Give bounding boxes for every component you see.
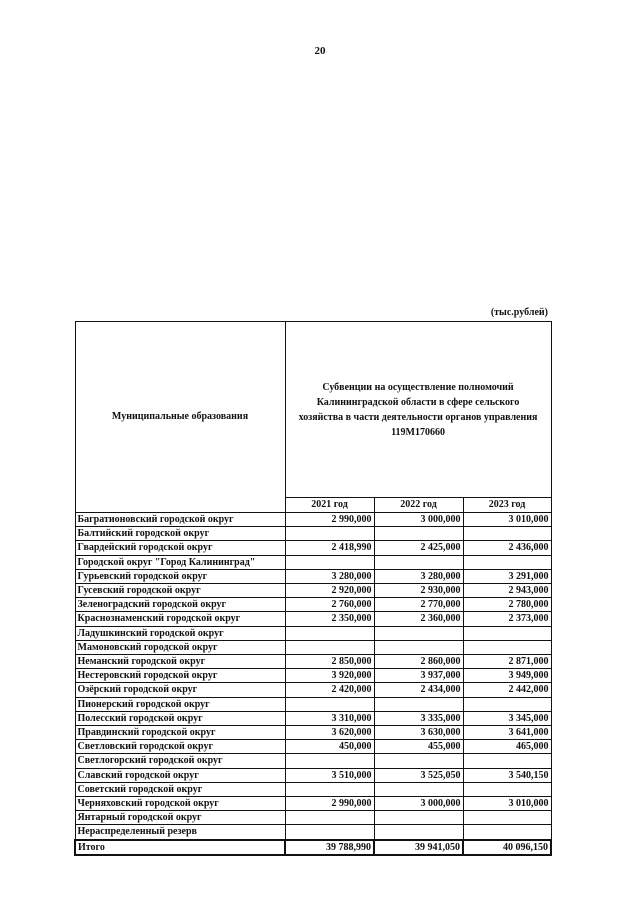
value-2021 — [285, 555, 374, 569]
value-2022: 2 860,000 — [374, 655, 463, 669]
municipality-name: Славский городской округ — [75, 768, 285, 782]
value-2023: 3 291,000 — [463, 569, 551, 583]
table-row — [75, 541, 551, 555]
value-2023 — [463, 697, 551, 711]
table-row — [75, 754, 551, 768]
value-2023: 2 436,000 — [463, 541, 551, 555]
value-2021: 2 990,000 — [285, 513, 374, 527]
value-2023 — [463, 754, 551, 768]
table-row — [75, 669, 551, 683]
header-year-2021: 2021 год — [285, 498, 374, 513]
value-2022: 2 360,000 — [374, 612, 463, 626]
municipality-name: Багратионовский городской округ — [75, 513, 285, 527]
value-2021: 2 850,000 — [285, 655, 374, 669]
value-2022 — [374, 527, 463, 541]
value-2022 — [374, 626, 463, 640]
value-2023: 2 373,000 — [463, 612, 551, 626]
municipality-name: Нераспределенный резерв — [75, 825, 285, 840]
value-2022 — [374, 754, 463, 768]
value-2022: 2 434,000 — [374, 683, 463, 697]
subvention-table — [74, 321, 552, 856]
value-2022 — [374, 697, 463, 711]
value-2021: 2 420,000 — [285, 683, 374, 697]
value-2021: 2 990,000 — [285, 797, 374, 811]
table-row — [75, 782, 551, 796]
header-year-2023: 2023 год — [463, 498, 551, 513]
value-2022: 2 770,000 — [374, 598, 463, 612]
table-row — [75, 612, 551, 626]
table-row — [75, 569, 551, 583]
table-body — [75, 513, 551, 855]
value-2022 — [374, 811, 463, 825]
municipality-name: Гвардейский городской округ — [75, 541, 285, 555]
value-2023: 3 010,000 — [463, 513, 551, 527]
value-2022: 3 000,000 — [374, 797, 463, 811]
total-2021: 39 788,990 — [285, 840, 374, 855]
municipality-name: Полесский городской округ — [75, 711, 285, 725]
table-row — [75, 655, 551, 669]
table-row — [75, 513, 551, 527]
municipality-name: Краснознаменский городской округ — [75, 612, 285, 626]
value-2022 — [374, 782, 463, 796]
value-2021: 2 920,000 — [285, 584, 374, 598]
municipality-name: Янтарный городской округ — [75, 811, 285, 825]
value-2023: 465,000 — [463, 740, 551, 754]
value-2022 — [374, 555, 463, 569]
value-2023: 2 780,000 — [463, 598, 551, 612]
municipality-name: Мамоновский городской округ — [75, 640, 285, 654]
value-2021: 3 510,000 — [285, 768, 374, 782]
value-2023 — [463, 555, 551, 569]
municipality-name: Балтийский городской округ — [75, 527, 285, 541]
value-2023 — [463, 626, 551, 640]
municipality-name: Нестеровский городской округ — [75, 669, 285, 683]
value-2021: 3 620,000 — [285, 726, 374, 740]
value-2021: 3 920,000 — [285, 669, 374, 683]
value-2021: 2 760,000 — [285, 598, 374, 612]
municipality-name: Правдинский городской округ — [75, 726, 285, 740]
table-row — [75, 740, 551, 754]
municipality-name: Ладушкинский городской округ — [75, 626, 285, 640]
value-2023 — [463, 640, 551, 654]
municipality-name: Черняховский городской округ — [75, 797, 285, 811]
value-2023: 3 540,150 — [463, 768, 551, 782]
value-2022: 3 937,000 — [374, 669, 463, 683]
unit-note: (тыс.рублей) — [490, 307, 548, 318]
municipality-name: Советский городской округ — [75, 782, 285, 796]
table-row — [75, 697, 551, 711]
table-row — [75, 584, 551, 598]
value-2023: 2 943,000 — [463, 584, 551, 598]
value-2022: 455,000 — [374, 740, 463, 754]
municipality-name: Неманский городской округ — [75, 655, 285, 669]
table-row — [75, 797, 551, 811]
municipality-name: Светлогорский городской округ — [75, 754, 285, 768]
value-2023: 2 871,000 — [463, 655, 551, 669]
table-row — [75, 811, 551, 825]
table-row — [75, 683, 551, 697]
municipality-name: Пионерский городской округ — [75, 697, 285, 711]
value-2021 — [285, 754, 374, 768]
value-2021: 3 280,000 — [285, 569, 374, 583]
value-2023 — [463, 527, 551, 541]
value-2021 — [285, 640, 374, 654]
value-2021: 3 310,000 — [285, 711, 374, 725]
table-row — [75, 711, 551, 725]
table-row — [75, 555, 551, 569]
total-2022: 39 941,050 — [374, 840, 463, 855]
municipality-name: Озёрский городской округ — [75, 683, 285, 697]
table-row — [75, 598, 551, 612]
value-2022: 2 930,000 — [374, 584, 463, 598]
value-2021 — [285, 811, 374, 825]
value-2021 — [285, 626, 374, 640]
value-2023: 3 345,000 — [463, 711, 551, 725]
value-2021 — [285, 782, 374, 796]
value-2023: 3 010,000 — [463, 797, 551, 811]
table-row — [75, 768, 551, 782]
value-2021 — [285, 527, 374, 541]
total-label: Итого — [75, 840, 285, 855]
value-2023: 2 442,000 — [463, 683, 551, 697]
value-2021: 2 350,000 — [285, 612, 374, 626]
table-row — [75, 527, 551, 541]
table-row — [75, 726, 551, 740]
value-2022: 3 630,000 — [374, 726, 463, 740]
header-year-2022: 2022 год — [374, 498, 463, 513]
value-2022 — [374, 640, 463, 654]
value-2021: 450,000 — [285, 740, 374, 754]
municipality-name: Светловский городской округ — [75, 740, 285, 754]
header-municipalities: Муниципальные образования — [75, 322, 285, 513]
value-2021 — [285, 697, 374, 711]
value-2022: 3 000,000 — [374, 513, 463, 527]
value-2022: 3 525,050 — [374, 768, 463, 782]
value-2022: 3 335,000 — [374, 711, 463, 725]
value-2021 — [285, 825, 374, 840]
total-row — [75, 840, 551, 855]
table-row — [75, 825, 551, 840]
total-2023: 40 096,150 — [463, 840, 551, 855]
value-2023 — [463, 825, 551, 840]
value-2023: 3 949,000 — [463, 669, 551, 683]
value-2021: 2 418,990 — [285, 541, 374, 555]
municipality-name: Гусевский городской округ — [75, 584, 285, 598]
municipality-name: Гурьевский городской округ — [75, 569, 285, 583]
municipality-name: Зеленоградский городской округ — [75, 598, 285, 612]
table-row — [75, 640, 551, 654]
value-2023 — [463, 782, 551, 796]
value-2022: 3 280,000 — [374, 569, 463, 583]
header-subvention: Субвенции на осуществление полномочий Калининградской области в сфере сельского хозяйства в части деятельности органов управления 119М170660 — [285, 322, 551, 498]
table-row — [75, 626, 551, 640]
value-2023: 3 641,000 — [463, 726, 551, 740]
value-2022 — [374, 825, 463, 840]
municipality-name: Городской округ "Город Калининград" — [75, 555, 285, 569]
page-number: 20 — [314, 45, 326, 57]
value-2023 — [463, 811, 551, 825]
value-2022: 2 425,000 — [374, 541, 463, 555]
